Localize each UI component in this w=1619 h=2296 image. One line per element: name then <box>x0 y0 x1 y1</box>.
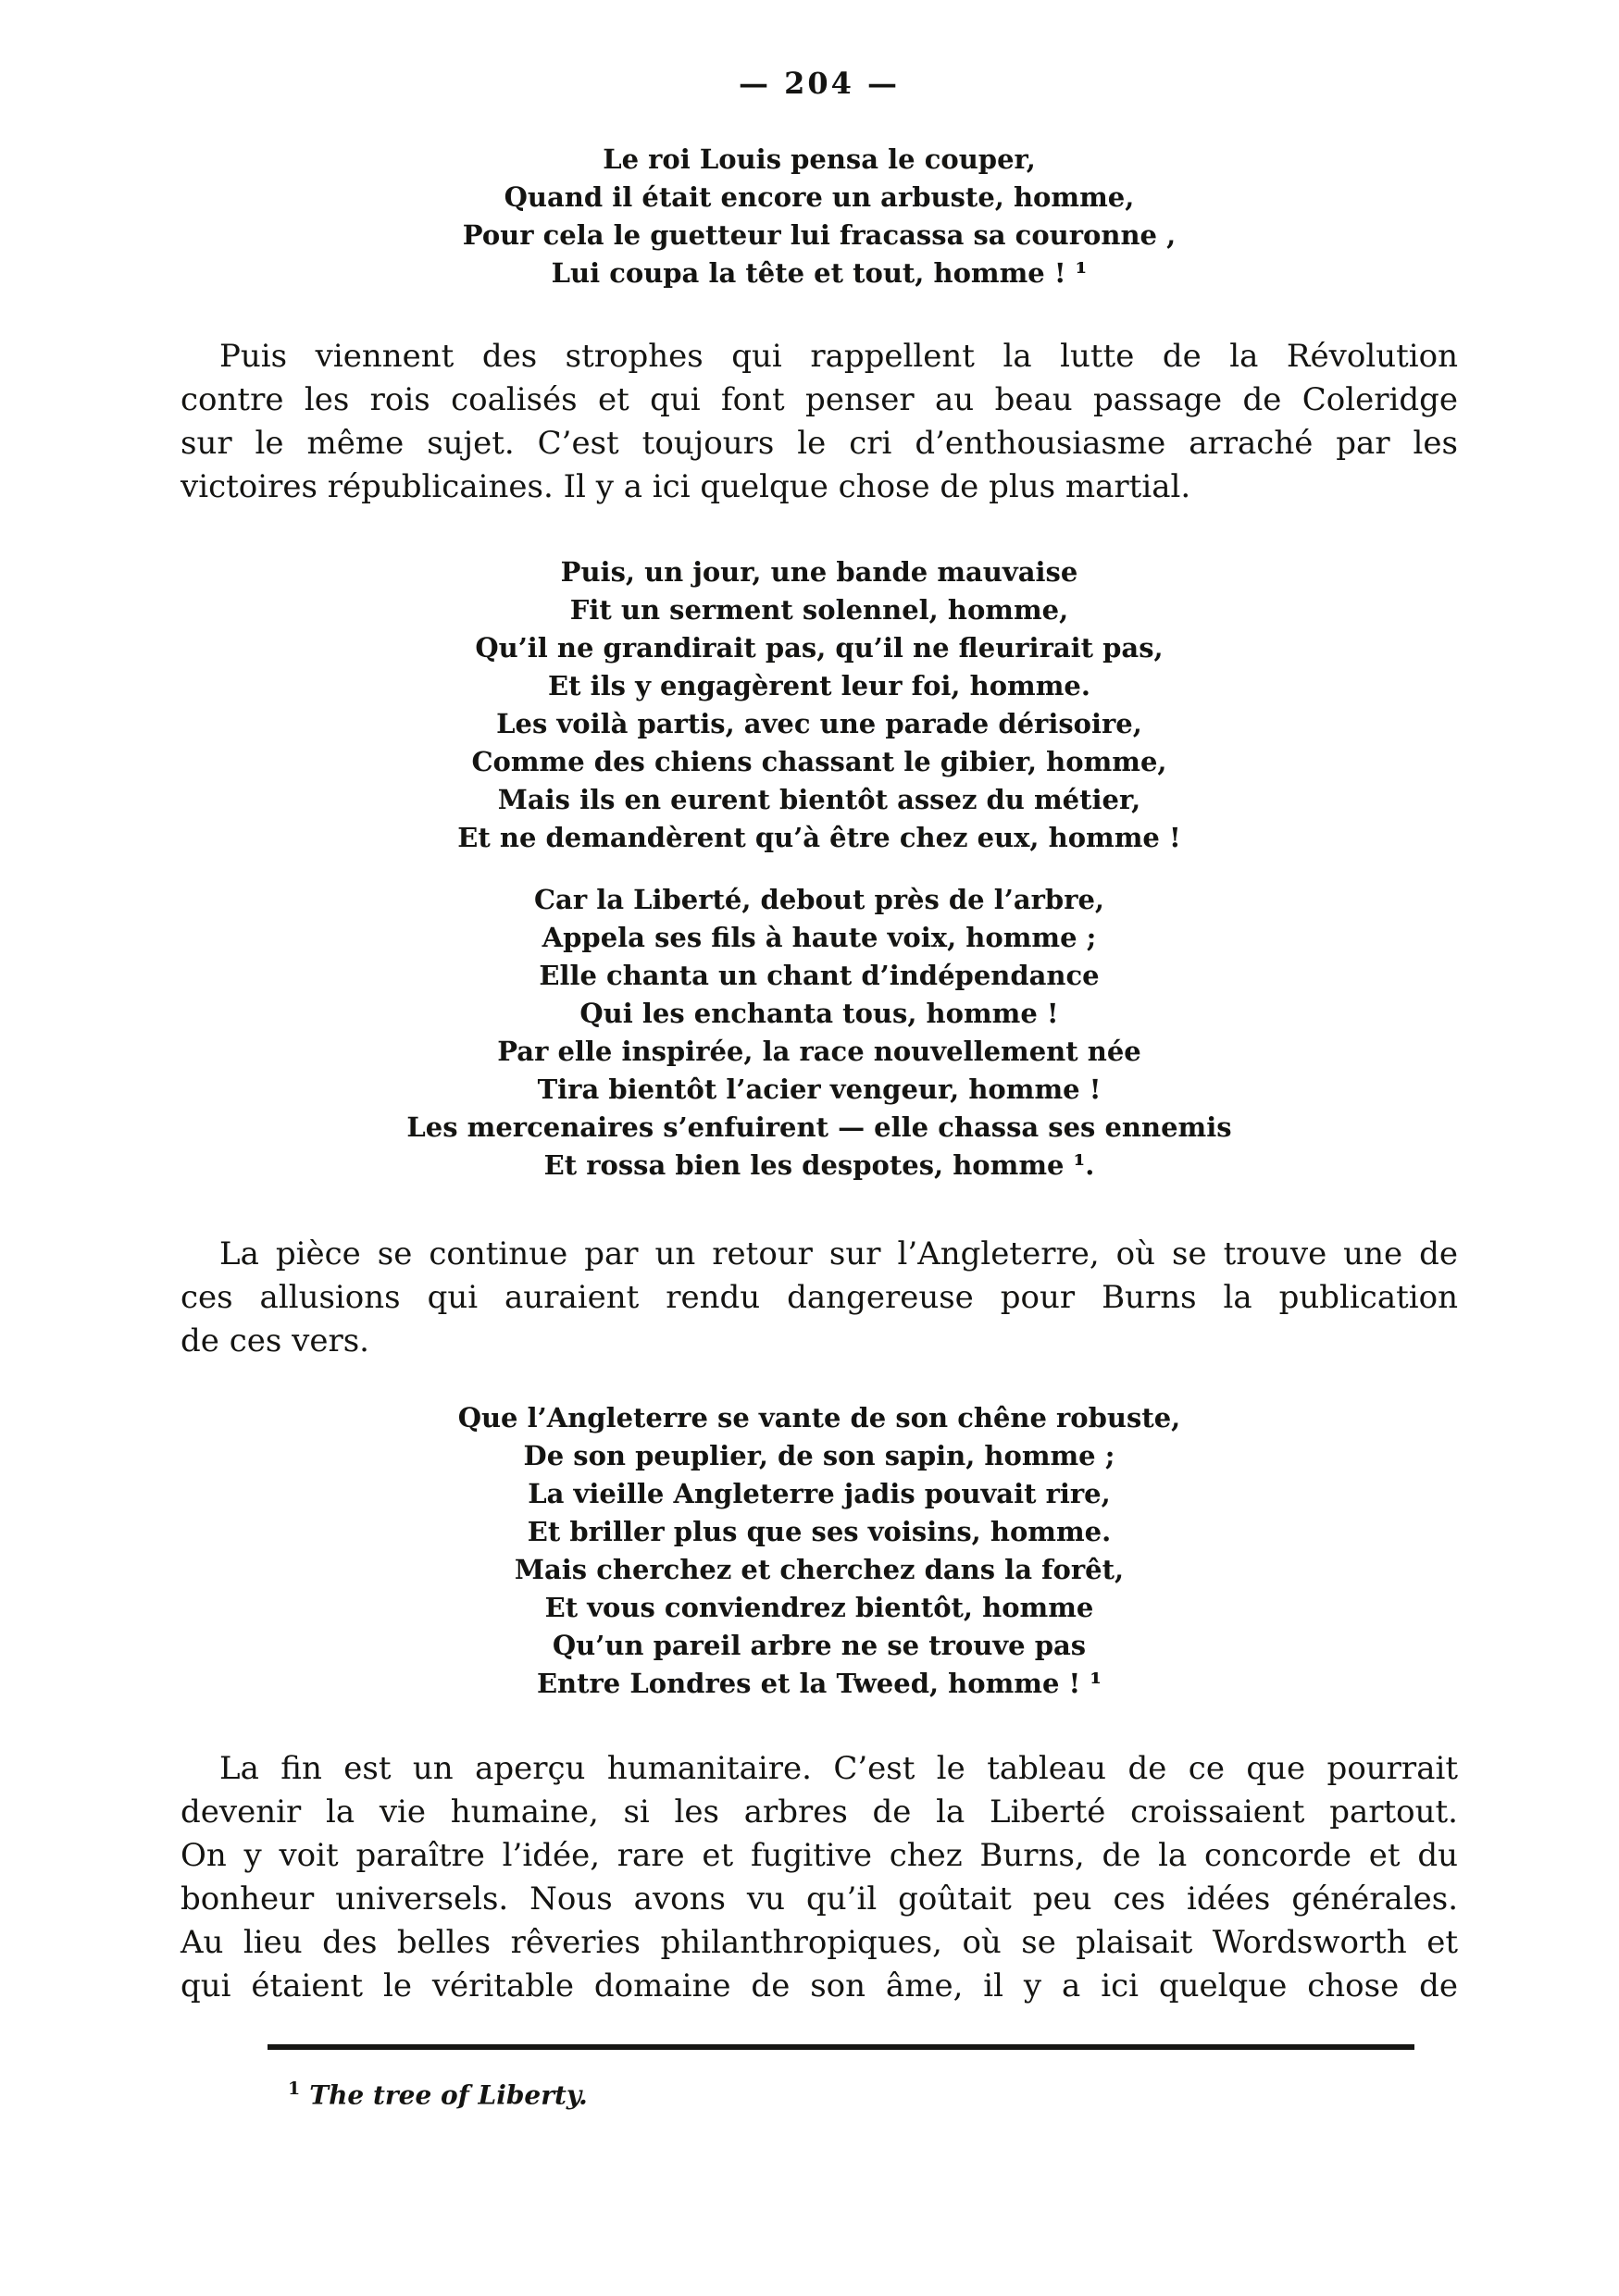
verse-line: Le roi Louis pensa le couper, <box>603 143 1036 175</box>
page-number: — 204 — <box>738 66 901 101</box>
footnote-text: The tree of Liberty. <box>309 2079 588 2111</box>
verse-line: Et briller plus que ses voisins, homme. <box>527 1516 1112 1547</box>
verse-line: Qu’un pareil arbre ne se trouve pas <box>552 1630 1087 1661</box>
verse-stanza-3 <box>181 881 1458 1185</box>
verse-line: Fit un serment solennel, homme, <box>569 594 1069 626</box>
verse-line: Appela ses fils à haute voix, homme ; <box>542 922 1097 953</box>
paragraph-line: qui étaient le véritable domaine de son âme, il y a ici quelque chose de <box>181 1967 1458 2004</box>
paragraph-line: ces allusions qui auraient rendu dangereuse pour Burns la publication <box>181 1279 1458 1316</box>
verse-line: Car la Liberté, debout près de l’arbre, <box>533 884 1105 915</box>
verse-line: Et ne demandèrent qu’à être chez eux, homme ! <box>457 822 1181 853</box>
footnote-marker: 1 <box>288 2079 301 2099</box>
verse-stanza-1 <box>181 141 1458 292</box>
verse-line: Les voilà partis, avec une parade dérisoire, <box>496 708 1142 739</box>
verse-line: Tira bientôt l’acier vengeur, homme ! <box>537 1074 1102 1105</box>
verse-line: Entre Londres et la Tweed, homme ! ¹ <box>536 1668 1102 1699</box>
verse-line: Elle chanta un chant d’indépendance <box>539 960 1100 991</box>
verse-line: Pour cela le guetteur lui fracassa sa couronne , <box>462 219 1177 251</box>
verse-line: La vieille Angleterre jadis pouvait rire, <box>528 1478 1111 1509</box>
paragraph-line: de ces vers. <box>181 1322 369 1359</box>
verse-line: Et ils y engagèrent leur foi, homme. <box>548 670 1090 701</box>
paragraph-line: Puis viennent des strophes qui rappellent la lutte de la Révolution <box>219 338 1458 375</box>
paragraph-1 <box>181 335 1458 509</box>
verse-line: Et rossa bien les despotes, homme ¹. <box>543 1149 1095 1181</box>
verse-line: Que l’Angleterre se vante de son chêne robuste, <box>457 1402 1181 1433</box>
paragraph-3 <box>181 1747 1458 2008</box>
paragraph-line: La pièce se continue par un retour sur l’Angleterre, où se trouve une de <box>219 1235 1458 1272</box>
verse-line: Mais ils en eurent bientôt assez du métier, <box>497 784 1141 815</box>
paragraph-line: La fin est un aperçu humanitaire. C’est le tableau de ce que pourrait <box>219 1750 1458 1787</box>
text-block <box>181 0 1458 2113</box>
footnote <box>288 2071 1458 2113</box>
verse-stanza-4 <box>181 1399 1458 1703</box>
verse-line: Par elle inspirée, la race nouvellement née <box>497 1036 1141 1067</box>
verse-line: Les mercenaires s’enfuirent — elle chassa ses ennemis <box>406 1111 1232 1143</box>
verse-line: Lui coupa la tête et tout, homme ! ¹ <box>551 257 1088 289</box>
verse-line: Puis, un jour, une bande mauvaise <box>560 556 1078 588</box>
verse-line: Qu’il ne grandirait pas, qu’il ne fleurirait pas, <box>475 632 1164 664</box>
paragraph-line: contre les rois coalisés et qui font penser au beau passage de Coleridge <box>181 381 1458 418</box>
verse-line: Et vous conviendrez bientôt, homme <box>544 1592 1094 1623</box>
paragraph-line: devenir la vie humaine, si les arbres de la Liberté croissaient partout. <box>181 1793 1458 1831</box>
footnote-divider <box>268 2044 1414 2050</box>
paragraph-line: victoires républicaines. Il y a ici quelque chose de plus martial. <box>181 468 1191 505</box>
verse-line: Quand il était encore un arbuste, homme, <box>504 181 1135 213</box>
verse-stanza-2 <box>181 553 1458 857</box>
paragraph-line: bonheur universels. Nous avons vu qu’il goûtait peu ces idées générales. <box>181 1880 1458 1917</box>
paragraph-line: On y voit paraître l’idée, rare et fugitive chez Burns, de la concorde et du <box>181 1837 1458 1874</box>
verse-line: Qui les enchanta tous, homme ! <box>579 998 1059 1029</box>
verse-line: Comme des chiens chassant le gibier, homme, <box>471 746 1167 777</box>
paragraph-2 <box>181 1233 1458 1363</box>
paragraph-line: sur le même sujet. C’est toujours le cri d’enthousiasme arraché par les <box>181 425 1458 462</box>
verse-line: Mais cherchez et cherchez dans la forêt, <box>514 1554 1125 1585</box>
verse-line: De son peuplier, de son sapin, homme ; <box>523 1440 1115 1471</box>
paragraph-line: Au lieu des belles rêveries philanthropiques, où se plaisait Wordsworth et <box>181 1924 1458 1961</box>
